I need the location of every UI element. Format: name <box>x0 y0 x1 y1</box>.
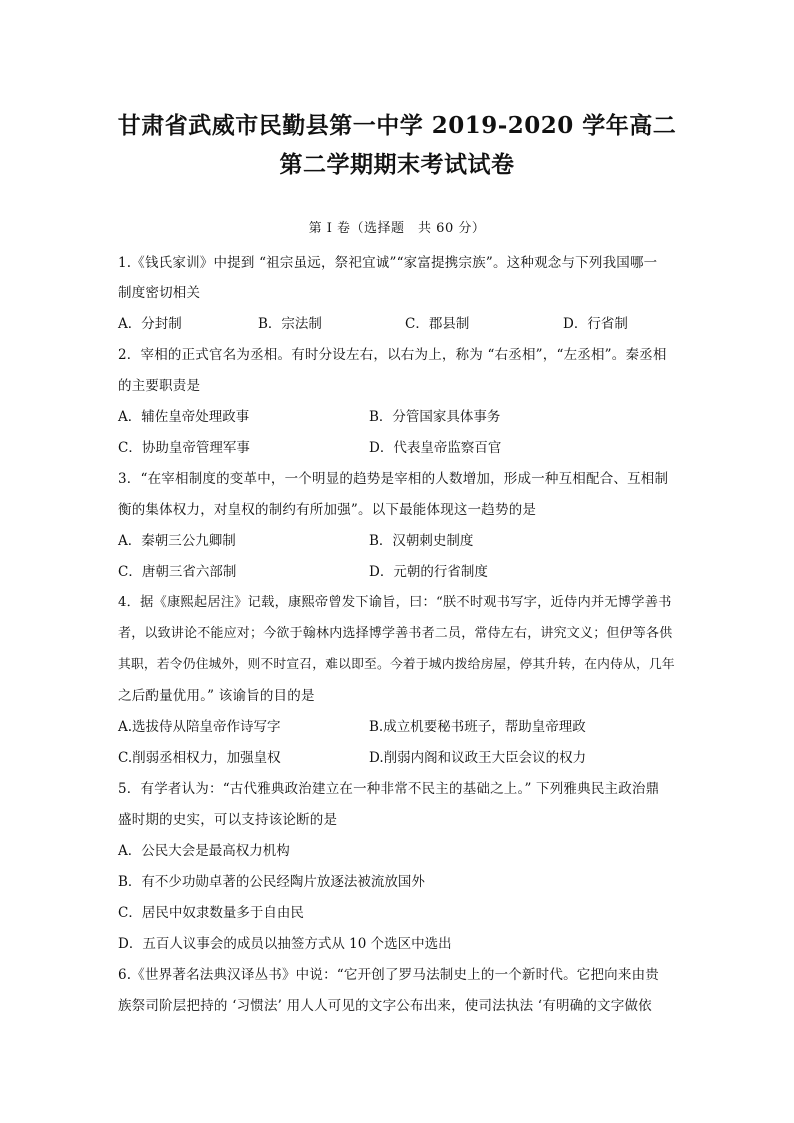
question-5-option-a: A．公民大会是最高权力机构 <box>118 843 290 859</box>
question-4-line-2: 者，以致讲论不能应对；今欲于翰林内选择博学善书者二员，常侍左右，讲究文义；但伊等各供 <box>118 626 673 641</box>
question-4-line-1: 4．据《康熙起居注》记载，康熙帝曾发下谕旨，曰：“朕不时观书写字，近侍内并无博学善书 <box>118 595 672 610</box>
question-3-line-2: 衡的集体权力，对皇权的制约有所加强”。以下最能体现这一趋势的是 <box>118 502 537 518</box>
question-3-option-b: B．汉朝刺史制度 <box>369 533 474 549</box>
question-1-option-b: B．宗法制 <box>258 316 322 332</box>
question-1-option-a: A．分封制 <box>118 316 182 332</box>
question-2-option-b: B．分管国家具体事务 <box>369 409 501 425</box>
question-6-line-2: 族祭司阶层把持的 ‘习惯法’ 用人人可见的文字公布出来，使司法执法 ‘有明确的文字做依 <box>118 998 652 1014</box>
question-1-line-2: 制度密切相关 <box>118 285 201 301</box>
question-5-line-2: 盛时期的史实，可以支持该论断的是 <box>118 812 338 828</box>
question-2-option-d: D．代表皇帝监察百官 <box>369 440 502 456</box>
question-4-option-d: D.削弱内阁和议政王大臣会议的权力 <box>369 750 587 766</box>
question-2-option-a: A．辅佐皇帝处理政事 <box>118 409 250 425</box>
question-3-line-1: 3．“在宰相制度的变革中，一个明显的趋势是宰相的人数增加，形成一种互相配合、互相制 <box>118 471 669 487</box>
question-3-option-c: C．唐朝三省六部制 <box>118 564 237 580</box>
question-4-option-c: C.削弱丞相权力，加强皇权 <box>118 750 281 766</box>
question-4-line-4: 之后酌量优用。” 该谕旨的目的是 <box>118 688 315 704</box>
question-4-option-a: A.选拔侍从陪皇帝作诗写字 <box>118 719 281 735</box>
exam-title-line1: 甘肃省武威市民勤县第一中学 2019-2020 学年高二 <box>117 112 677 139</box>
question-5-option-d: D．五百人议事会的成员以抽签方式从 10 个选区中选出 <box>118 936 452 952</box>
question-5-option-c: C．居民中奴隶数量多于自由民 <box>118 905 304 921</box>
question-4-option-b: B.成立机要秘书班子，帮助皇帝理政 <box>369 719 586 735</box>
question-2-line-1: 2．宰相的正式官名为丞相。有时分设左右，以右为上，称为 “右丞相”，“左丞相”。秦丞相 <box>118 347 667 363</box>
question-6-line-1: 6.《世界著名法典汉译丛书》中说：“它开创了罗马法制史上的一个新时代。它把向来由贵 <box>118 967 659 983</box>
question-3-option-d: D．元朝的行省制度 <box>369 564 488 580</box>
exam-title-line2: 第二学期期末考试试卷 <box>279 151 515 178</box>
question-1-line-1: 1.《钱氏家训》中提到 “祖宗虽远，祭祀宜诚”“家富提携宗族”。这种观念与下列我国哪一 <box>118 255 658 271</box>
question-2-option-c: C．协助皇帝管理军事 <box>118 440 250 456</box>
question-2-line-2: 的主要职责是 <box>118 378 201 394</box>
question-1-option-d: D．行省制 <box>563 316 628 332</box>
question-5-line-1: 5．有学者认为：“古代雅典政治建立在一种非常不民主的基础之上。” 下列雅典民主政治鼎 <box>118 781 660 797</box>
question-4-line-3: 其职，若令仍住城外，则不时宣召，难以即至。今着于城内拨给房屋，停其升转，在内侍从，几年 <box>118 657 675 672</box>
question-3-option-a: A．秦朝三公九卿制 <box>118 533 236 549</box>
question-5-option-b: B．有不少功勋卓著的公民经陶片放逐法被流放国外 <box>118 874 425 890</box>
question-1-option-c: C．郡县制 <box>405 316 470 332</box>
section-heading: 第 I 卷（选择题 共 60 分） <box>308 221 486 236</box>
